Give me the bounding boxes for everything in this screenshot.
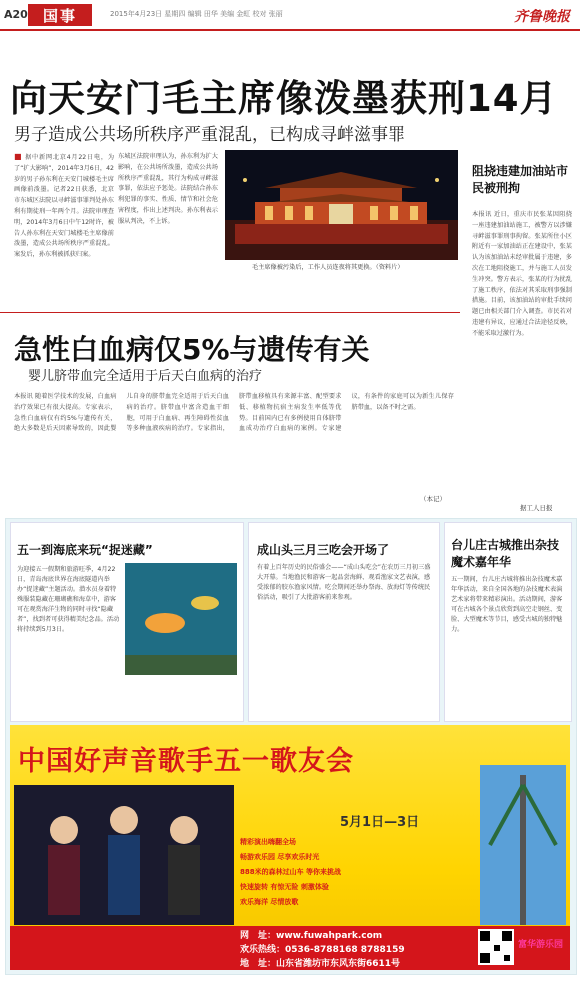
concert-hotline: 欢乐热线：0536-8788168 8788159: [240, 945, 405, 955]
singers-photo: [14, 785, 234, 925]
ad-seaworld-title: 五一到海底来玩“捉迷藏”: [17, 543, 153, 557]
ad-chengshantou: [248, 522, 440, 722]
page-header: [0, 0, 580, 30]
concert-title: 中国好声音歌手五一歌友会: [18, 746, 354, 777]
tiananmen-illustration: [225, 150, 458, 260]
section-label: 国事: [28, 4, 92, 26]
concert-line-1: 精彩演出嗨翻全场: [240, 838, 296, 846]
second-subhead: 婴儿脐带血完全适用于后天白血病的治疗: [28, 369, 263, 384]
concert-line-5: 欢乐海洋 尽情放歌: [240, 898, 299, 906]
side-byline: 据工人日报: [520, 504, 553, 512]
ad-taierzhuang-body: 五一期间，台儿庄古城将推出杂技魔术嘉年华活动，来自全国各地的杂技魔术表演艺术家将带来精彩演出。活动期间，游客可在古城各个景点欣赏到高空走钢丝、变脸、大型魔术等节目，感受古城的独特魅力。: [451, 576, 563, 633]
header-rule: [0, 29, 580, 31]
lead-column-1: [14, 152, 114, 302]
concert-line-4: 快速旋转 有惊无险 刺激体验: [240, 883, 329, 891]
ad-taierzhuang: [444, 522, 572, 722]
lead-headline: 向天安门毛主席像泼墨获刑14月: [10, 77, 558, 120]
concert-date: 5月1日—3日: [340, 815, 420, 830]
concert-line-3: 888米的森林过山车 等你来挑战: [240, 868, 342, 876]
ad-chengshantou-body: 有着上百年历史的民俗盛会——“成山头吃会”在农历三月初三盛大开幕。当地渔民和游客一起品尝海鲜、观看渔家文艺表演，感受浓郁的胶东渔家风情。吃会期间还举办祭海、放海灯等传统民俗活动，吸引了大批游客前来参观。: [257, 564, 431, 601]
ad-chengshantou-title: 成山头三月三吃会开场了: [257, 543, 390, 557]
side-headline: 阻挠违建加油站市民被刑拘: [472, 164, 569, 195]
photo-caption: 毛主席像被污染后，工作人员连夜将其更换。（资料片）: [252, 264, 404, 271]
lead-subhead: 男子造成公共场所秩序严重混乱，已构成寻衅滋事罪: [14, 125, 405, 145]
lead-column-2: 东城区法院审理认为，孙东利为扩大影响，在公共场所泼墨，造成公共场所秩序严重混乱，其行为构成寻衅滋事罪，依法应予惩处。法院结合孙东利犯罪的事实、性质、情节和社会危害程度，作出上述判决。孙东利表示服从判决，不上诉。: [118, 153, 218, 225]
newspaper-logo: 齐鲁晚报: [514, 9, 570, 25]
second-headline: 急性白血病仅5%与遗传有关: [14, 333, 370, 366]
concert-address: 地 址：山东省潍坊市东风东街6611号: [240, 959, 401, 969]
ad-seaworld-body: 为迎接五一假期和旅游旺季，4月22日，青岛海底世界在海底隧道内举办“捉迷藏”主题活动。潜水员身着特殊服装隐藏在珊瑚礁和海草中，游客可在观赏海洋生物的同时寻找“隐藏者”，找到者可获得精美纪念品。活动将持续到5月3日。: [17, 566, 120, 633]
bullet-icon: ■: [14, 152, 23, 161]
ad-seaworld: [10, 522, 244, 722]
park-badge: 富华游乐园: [518, 940, 564, 950]
qr-pattern: [478, 929, 514, 965]
qr-code-icon: [478, 929, 514, 965]
concert-ad: [10, 725, 570, 970]
issue-meta: 2015年4月23日 星期四 编辑 田华 美编 金虹 校对 张丽: [110, 10, 283, 18]
tiananmen-photo: [225, 150, 458, 260]
side-body: 本报讯 近日，重庆市民张某因阻挠一座违建加油站施工，被警方以涉嫌寻衅滋事罪刑事拘留。张某所住小区附近有一家加油站正在建设中，张某认为该加油站未经审批属于违建，多次在工地阻挠施工，并与施工人员发生冲突。警方表示，张某的行为扰乱了施工秩序，依法对其采取刑事强制措施。目前，该加油站的审批手续问题已由相关部门介入调查。市民若对违建有异议，应通过合法途径反映，不能采取过激行为。: [472, 211, 572, 337]
concert-line-2: 畅游欢乐园 尽享欢乐时光: [240, 853, 320, 861]
section-divider: [0, 312, 460, 313]
page-number: A20: [4, 8, 28, 21]
second-body: 本报讯 随着医学技术的发展，白血病治疗效果已有很大提高。专家表示，急性白血病仅有约5%与遗传有关，绝大多数是后天因素导致的，因此婴儿自身的脐带血完全适用于后天白血病的治疗。脐带血中富含造血干细胞，可用于白血病、再生障碍性贫血等多种血液疾病的治疗。专家指出，脐带血移植具有来源丰富、配型要求低、移植物抗宿主病发生率低等优势。目前国内已有多例使用自体脐带血成功治疗白血病的案例。专家建议，有条件的家庭可以为新生儿保存脐带血，以备不时之需。: [14, 393, 454, 433]
lead-column-1-text: 据中新网北京4月22日电，为了“扩大影响”，2014年3月6日，42岁的男子孙东利在天安门城楼毛主席画像前泼墨。记者22日获悉，北京市东城区法院以寻衅滋事罪判处孙东利有期徒刑一年两个月。法院审理查明，2014年3月6日中午12时许，被告人孙东利在天安门城楼毛主席像前泼墨，造成公共场所秩序严重混乱。案发后，孙东利被抓获归案。: [14, 154, 114, 259]
aquarium-photo: [125, 563, 237, 675]
ride-photo: [480, 765, 566, 925]
second-byline: （本记）: [420, 495, 446, 503]
concert-website: 网 址：www.fuwahpark.com: [240, 931, 383, 941]
ad-taierzhuang-title: 台儿庄古城推出杂技魔术嘉年华: [451, 538, 560, 569]
